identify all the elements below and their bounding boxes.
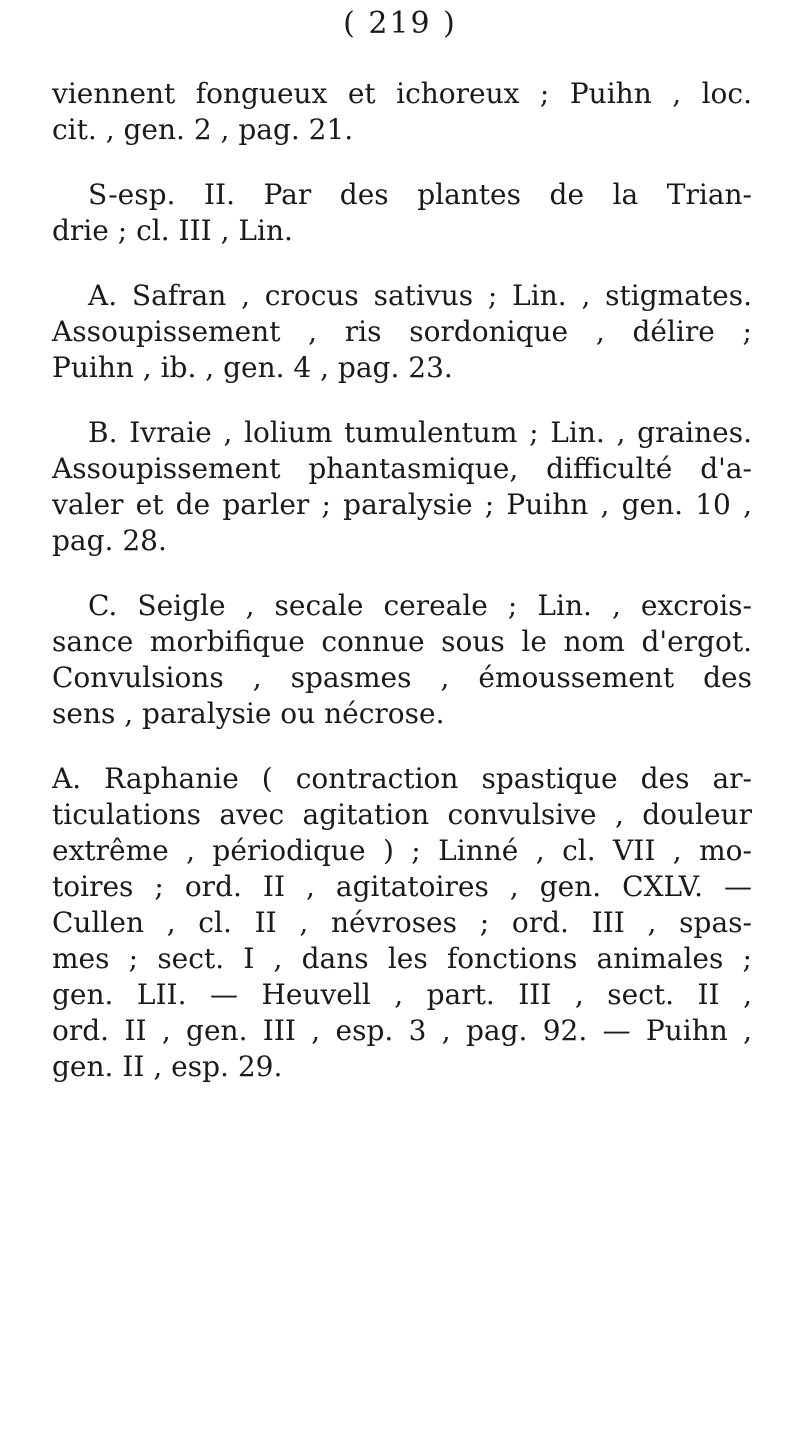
paragraph-3	[52, 278, 752, 386]
text-line: A. Safran , crocus sativus ; Lin. , stigmates.	[88, 279, 752, 312]
text-line: C. Seigle , secale cereale ; Lin. , excrois-	[88, 589, 752, 622]
text-line: Cullen , cl. II , névroses ; ord. III , spas-	[52, 906, 752, 939]
text-line: A. Raphanie ( contraction spastique des ar-	[52, 762, 752, 795]
paragraph-6	[52, 761, 752, 1085]
body-text	[52, 76, 752, 1085]
paragraph-2	[52, 177, 752, 249]
text-line: sens , paralysie ou nécrose.	[52, 697, 445, 730]
text-line: extrême , périodique ) ; Linné , cl. VII , mo-	[52, 834, 752, 867]
text-line: viennent fongueux et ichoreux ; Puihn , loc.	[52, 77, 752, 110]
page-number: ( 219 )	[343, 6, 457, 41]
paragraph-5	[52, 588, 752, 732]
paragraph-4	[52, 415, 752, 559]
text-line: drie ; cl. III , Lin.	[52, 214, 293, 247]
text-line: Assoupissement phantasmique, difficulté d'a-	[52, 452, 752, 485]
text-line: Assoupissement , ris sordonique , délire ;	[52, 315, 752, 348]
text-line: sance morbifique connue sous le nom d'ergot.	[52, 625, 752, 658]
text-line: S-esp. II. Par des plantes de la Trian-	[88, 178, 752, 211]
text-line: Puihn , ib. , gen. 4 , pag. 23.	[52, 351, 453, 384]
text-line: Convulsions , spasmes , émoussement des	[52, 661, 752, 694]
text-line: B. Ivraie , lolium tumulentum ; Lin. , graines.	[88, 416, 752, 449]
text-line: valer et de parler ; paralysie ; Puihn , gen. 10 ,	[52, 488, 752, 521]
text-line: toires ; ord. II , agitatoires , gen. CXLV. —	[52, 870, 752, 903]
paragraph-1	[52, 76, 752, 148]
text-line: ord. II , gen. III , esp. 3 , pag. 92. — Puihn ,	[52, 1014, 752, 1047]
text-line: cit. , gen. 2 , pag. 21.	[52, 113, 354, 146]
text-line: gen. LII. — Heuvell , part. III , sect. II ,	[52, 978, 752, 1011]
text-line: ticulations avec agitation convulsive , douleur	[52, 798, 752, 831]
text-line: mes ; sect. I , dans les fonctions animales ;	[52, 942, 752, 975]
text-line: gen. II , esp. 29.	[52, 1050, 283, 1083]
text-line: pag. 28.	[52, 524, 167, 557]
